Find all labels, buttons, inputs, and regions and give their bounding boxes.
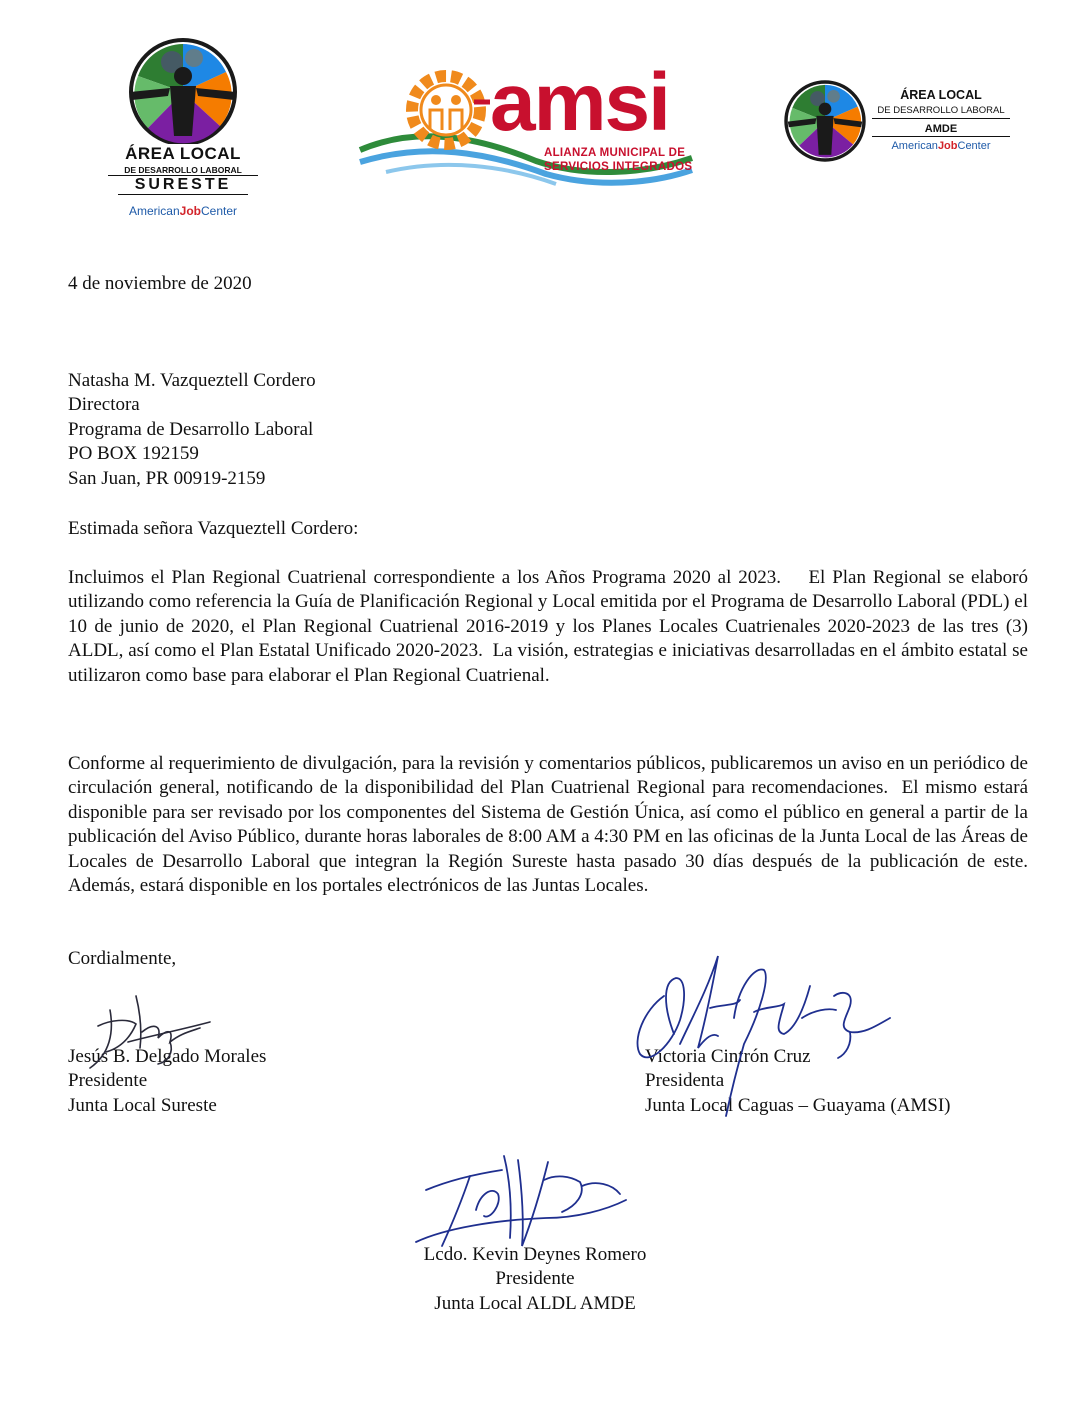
amde-logo-line3: AMDE [872, 123, 1010, 137]
signatory-block-3 [380, 1243, 690, 1316]
amsi-subtitle-2: SERVICIOS INTEGRADOS [544, 161, 693, 173]
signatory-block-2 [645, 1045, 951, 1118]
paragraph-2: Conforme al requerimiento de divulgación, para la revisión y comentarios públicos, publicaremos un aviso en un periódico de circulación general, notificando de la disponibilidad del Plan Cuatrienal Regional para recomendaciones. El mismo estará disponible para ser revisado por los componentes del Sistema de Gestión Única, así como el público en general a partir de la publicación del Aviso Público, durante horas laborales de 8:00 AM a 4:30 PM en las oficinas de la Junta Local de las Áreas de Locales de Desarrollo Laboral que integran la Región Sureste hasta pasado 30 días después de la publicación de este. Además, estará disponible en los portales electrónicos de las Juntas Locales. [68, 753, 1038, 897]
amde-logo-line1: ÁREA LOCAL [900, 88, 982, 102]
amsi-logo [356, 57, 696, 190]
signatory-title: Presidenta [645, 1070, 725, 1092]
signatory-name: Victoria Cintrón Cruz [645, 1046, 811, 1067]
signatory-org: Junta Local Sureste [68, 1094, 217, 1116]
signatory-org: Junta Local ALDL AMDE [434, 1292, 636, 1314]
signatory-title: Presidente [495, 1268, 575, 1290]
closing: Cordialmente, [68, 948, 177, 969]
amde-logo [782, 78, 1022, 162]
signatory-name: Lcdo. Kevin Deynes Romero [423, 1244, 647, 1265]
signatory-name: Jesús B. Delgado Morales [68, 1046, 267, 1067]
recipient-city: San Juan, PR 00919-2159 [68, 467, 266, 489]
sureste-ajc-logo [108, 204, 258, 218]
recipient-box: PO BOX 192159 [68, 443, 199, 465]
signatory-org: Junta Local Caguas – Guayama (AMSI) [645, 1094, 951, 1116]
amde-emblem-icon [782, 78, 868, 164]
salutation: Estimada señora Vazqueztell Cordero: [68, 518, 359, 539]
recipient-org: Programa de Desarrollo Laboral [68, 418, 314, 440]
amsi-subtitle-1: ALIANZA MUNICIPAL DE [544, 147, 686, 159]
signatory-title: Presidente [68, 1070, 148, 1092]
amde-logo-line2: DE DESARROLLO LABORAL [872, 105, 1010, 119]
sureste-logo [108, 36, 258, 226]
recipient-title: Directora [68, 394, 140, 416]
ajc-american-text: American [891, 140, 938, 152]
amsi-wordmark: amsi [490, 57, 669, 148]
sureste-logo-line2: DE DESARROLLO LABORAL [108, 165, 258, 176]
amde-ajc-logo [872, 140, 1010, 152]
ajc-job-text: Job [937, 140, 958, 152]
sureste-emblem-icon [108, 36, 258, 144]
recipient-block [68, 369, 316, 491]
sureste-logo-line1: ÁREA LOCAL [125, 144, 241, 163]
paragraph-1: Incluimos el Plan Regional Cuatrienal correspondiente a los Años Programa 2020 al 2023. El Plan Regional se elaboró utilizando como referencia la Guía de Planificación Regional y Local emitida por el Programa de Desarrollo Laboral (PDL) el 10 de junio de 2020, el Plan Regional Cuatrienal 2016-2019 y los Planes Locales Cuatrienales 2020-2023 de las tres (3) ALDL, así como el Plan Estatal Unificado 2020-2023. La visión, estrategias e iniciativas desarrolladas en el ámbito estatal se utilizaron como base para elaborar el Plan Regional Cuatrienal. [68, 567, 1033, 686]
recipient-name: Natasha M. Vazqueztell Cordero [68, 370, 316, 391]
sureste-logo-line3: SURESTE [118, 176, 248, 195]
ajc-job-text: Job [179, 204, 201, 218]
letter-date: 4 de noviembre de 2020 [68, 273, 252, 294]
ajc-american-text: American [128, 204, 180, 218]
ajc-center-text: Center [957, 140, 991, 152]
signatory-block-1 [68, 1045, 266, 1118]
ajc-center-text: Center [201, 204, 238, 218]
